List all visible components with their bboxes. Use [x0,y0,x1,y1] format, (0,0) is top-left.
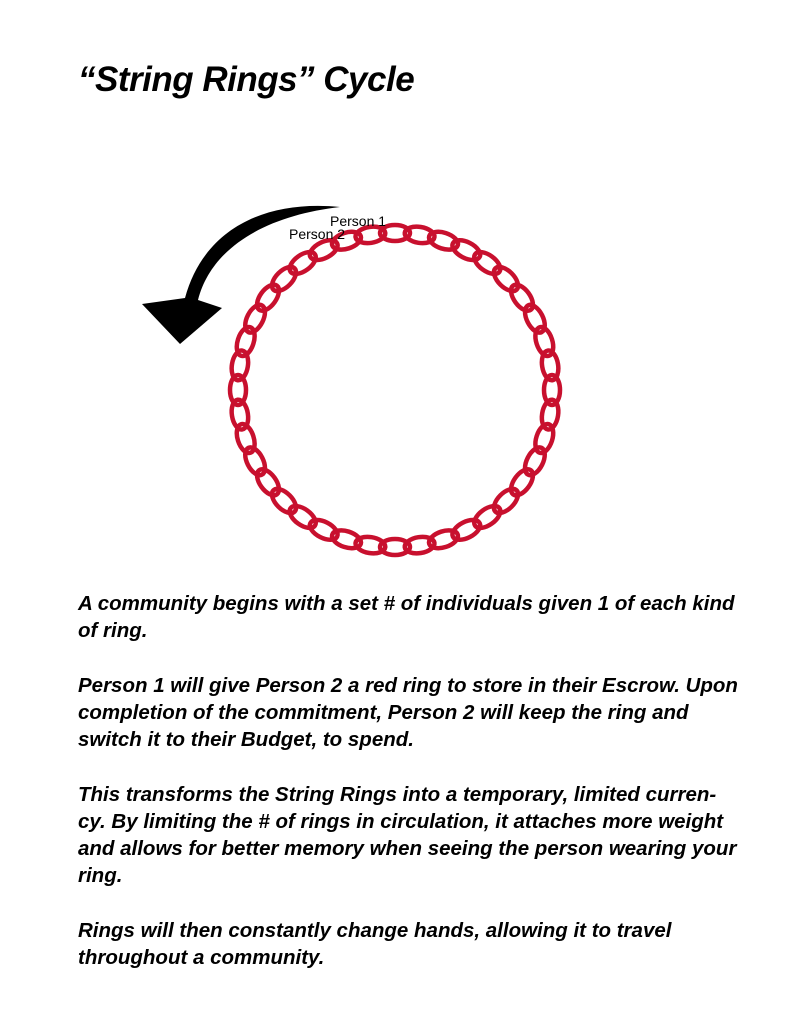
paragraph-1: A community begins with a set # of individuals given 1 of each kind of ring. [78,592,735,642]
ring-link [253,281,284,315]
ring-link [470,502,504,533]
ring-link [490,485,523,518]
paragraph-4: Rings will then constantly change hands, allowing it to travel throughout a community. [78,919,672,969]
page-title: “String Rings” Cycle [78,60,415,99]
person-1-label: Person 1 [330,213,387,229]
ring-link [507,465,538,499]
description-text [78,590,738,999]
person-2-label: Person 2 [289,226,346,242]
ring-link [253,465,284,499]
ring-link [286,248,320,279]
ring-link [490,263,523,296]
paragraph-2: Person 1 will give Person 2 a red ring to store in their Escrow. Upon completion of the commitment, Person 2 will keep the ring and switch it to their Budget, to spend. [78,674,738,751]
ring-chain [230,225,561,556]
ring-link [286,502,320,533]
paragraph-3: This transforms the String Rings into a temporary, limited curren-cy. By limiting the # of rings in circulation, it attaches more weight and allows for better memory when seeing the person wearing your ring. [78,783,737,887]
ring-link [268,485,301,518]
ring-link [507,281,538,315]
ring-link [268,263,301,296]
ring-link [470,248,504,279]
